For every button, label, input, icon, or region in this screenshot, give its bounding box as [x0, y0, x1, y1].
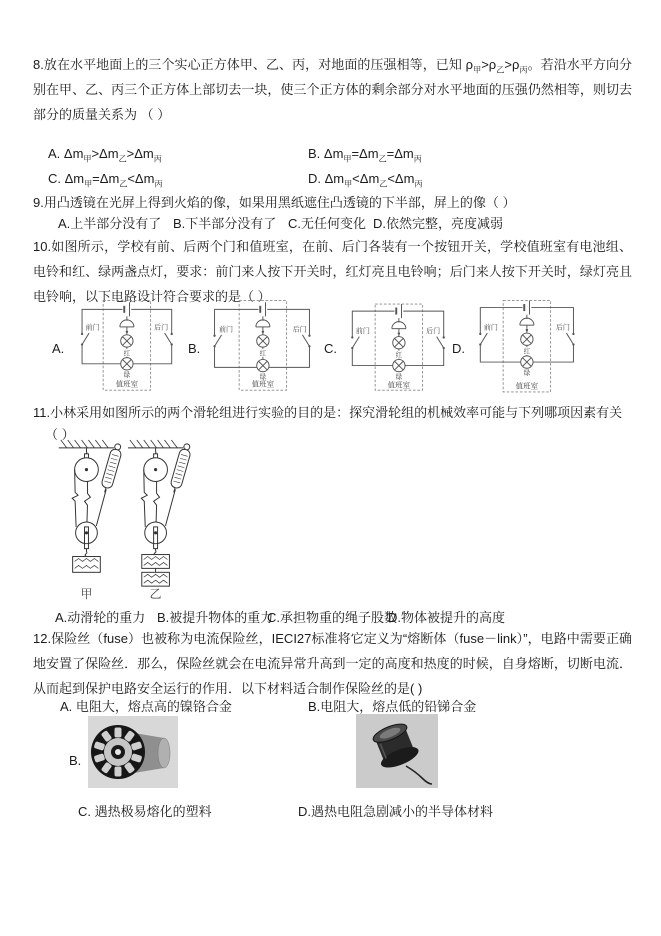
q11-option-b: B.被提升物体的重力	[157, 610, 274, 625]
q12-option-a: A. 电阻大，熔点高的镍铬合金	[60, 699, 232, 714]
q9-option-c: C.无任何变化	[288, 216, 367, 231]
circuit-option-a	[52, 298, 184, 400]
circuit-diagram-c	[340, 298, 456, 398]
green-lamp-label: 绿	[259, 373, 267, 381]
green-lamp-label: 绿	[395, 373, 403, 381]
q10-figure-row	[52, 298, 632, 400]
circuit-diagram-a	[68, 298, 184, 398]
q12-option-b: B.电阻大，熔点低的铅锑合金	[308, 699, 477, 714]
red-lamp-label: 红	[395, 352, 403, 360]
question-12-text: 12.保险丝（fuse）也被称为电流保险丝，IECI27标准将它定义为“熔断体（fuse－link）”，电路中需要正确地安置了保险丝．那么，保险丝就会在电流异常升高到一定的高度和热度的时候，自身熔断，切断电流．从而起到保护电路安全运行的作用．以下材料适合制作保险丝的是( )	[33, 631, 632, 696]
front-door-label: 前门	[355, 328, 370, 336]
spring-scale	[169, 442, 193, 493]
q9-option-a: A.上半部分没有了	[58, 216, 162, 231]
green-lamp-label: 绿	[123, 372, 131, 379]
back-door-label: 后门	[426, 328, 441, 336]
duty-room-label: 值班室	[387, 380, 411, 390]
circuit-letter-c: C.	[324, 341, 337, 356]
front-door-label: 前门	[218, 326, 233, 334]
question-9-text: 9.用凸透镜在光屏上得到火焰的像，如果用黑纸遮住凸透镜的下半部，屏上的像（ ）	[33, 195, 516, 210]
q11-option-d: D.物体被提升的高度	[388, 610, 506, 625]
q8-option-c: C. $\Delta m_甲=\Delta m_乙<\Delta m_丙$	[48, 171, 163, 189]
duty-room-label: 值班室	[115, 379, 139, 389]
q8-option-a: A. $\Delta m_甲>\Delta m_乙>\Delta m_丙$	[48, 146, 162, 164]
pulley-label-yi: 乙	[149, 587, 162, 600]
question-8-options	[48, 142, 610, 191]
red-lamp-label: 红	[523, 348, 531, 356]
q11-option-c: C.承担物重的绳子股数	[267, 610, 398, 625]
question-8-text: 8.放在水平地面上的三个实心正方体甲、乙、丙，对地面的压强相等，已知 $\rho_甲>\rho_乙>\rho_丙$。若沿水平方向分别在甲、乙、丙三个正方体上部切去一块，使三个正方体的剩余部分对水平地面的压强仍然相等，则切去部分的质量关系为 （ ）	[33, 57, 633, 122]
back-door-label: 后门	[154, 324, 169, 332]
circuit-letter-b: B.	[188, 341, 201, 356]
q8-option-d: D. $\Delta m_甲<\Delta m_乙<\Delta m_丙$	[308, 171, 423, 189]
q11-option-a: A.动滑轮的重力	[55, 610, 146, 625]
circuit-option-c	[324, 298, 456, 400]
question-10-text: 10.如图所示，学校有前、后两个门和值班室，在前、后门各装有一个按钮开关，学校值班室有电池组、电铃和红、绿两盏点灯，要求：前门来人按下开关时，红灯亮且电铃响；后门来人按下开关时，绿灯亮且电铃响，以下电路设计符合要求的是（ ）	[33, 239, 632, 304]
back-door-label: 后门	[555, 324, 570, 332]
pulley-label-jia: 甲	[80, 587, 93, 600]
red-lamp-label: 红	[123, 350, 131, 358]
q9-option-b: B.下半部分没有了	[173, 216, 277, 231]
question-11-text-line2: （ ）	[45, 427, 75, 442]
q8-option-b: B. $\Delta m_甲=\Delta m_乙=\Delta m_丙$	[308, 146, 422, 164]
wire-spool-photo-left	[88, 716, 178, 788]
question-11-text: 11.小林采用如图所示的两个滑轮组进行实验的目的是：探究滑轮组的机械效率可能与下列哪项因素有关	[33, 405, 623, 420]
back-door-label: 后门	[292, 326, 307, 334]
q9-option-d: D.依然完整，亮度减弱	[373, 216, 504, 231]
q12-option-c: C. 遇热极易熔化的塑料	[78, 804, 212, 819]
q12-option-d: D.遇热电阻急剧减小的半导体材料	[298, 804, 494, 819]
red-lamp-label: 红	[259, 350, 267, 358]
circuit-option-d	[452, 298, 584, 400]
green-lamp-label: 绿	[523, 370, 531, 378]
circuit-diagram-b	[204, 298, 320, 398]
front-door-label: 前门	[85, 324, 100, 332]
pulley-figure	[45, 438, 203, 600]
front-door-label: 前门	[483, 324, 498, 332]
circuit-letter-d: D.	[452, 341, 465, 356]
q12-image-label: B.	[69, 753, 82, 768]
circuit-letter-a: A.	[52, 341, 65, 356]
spring-scale	[99, 442, 123, 493]
circuit-option-b	[188, 298, 320, 400]
duty-room-label: 值班室	[251, 379, 275, 389]
duty-room-label: 值班室	[515, 381, 539, 391]
wire-spool-photo-right	[356, 714, 438, 788]
circuit-diagram-d	[468, 298, 584, 398]
